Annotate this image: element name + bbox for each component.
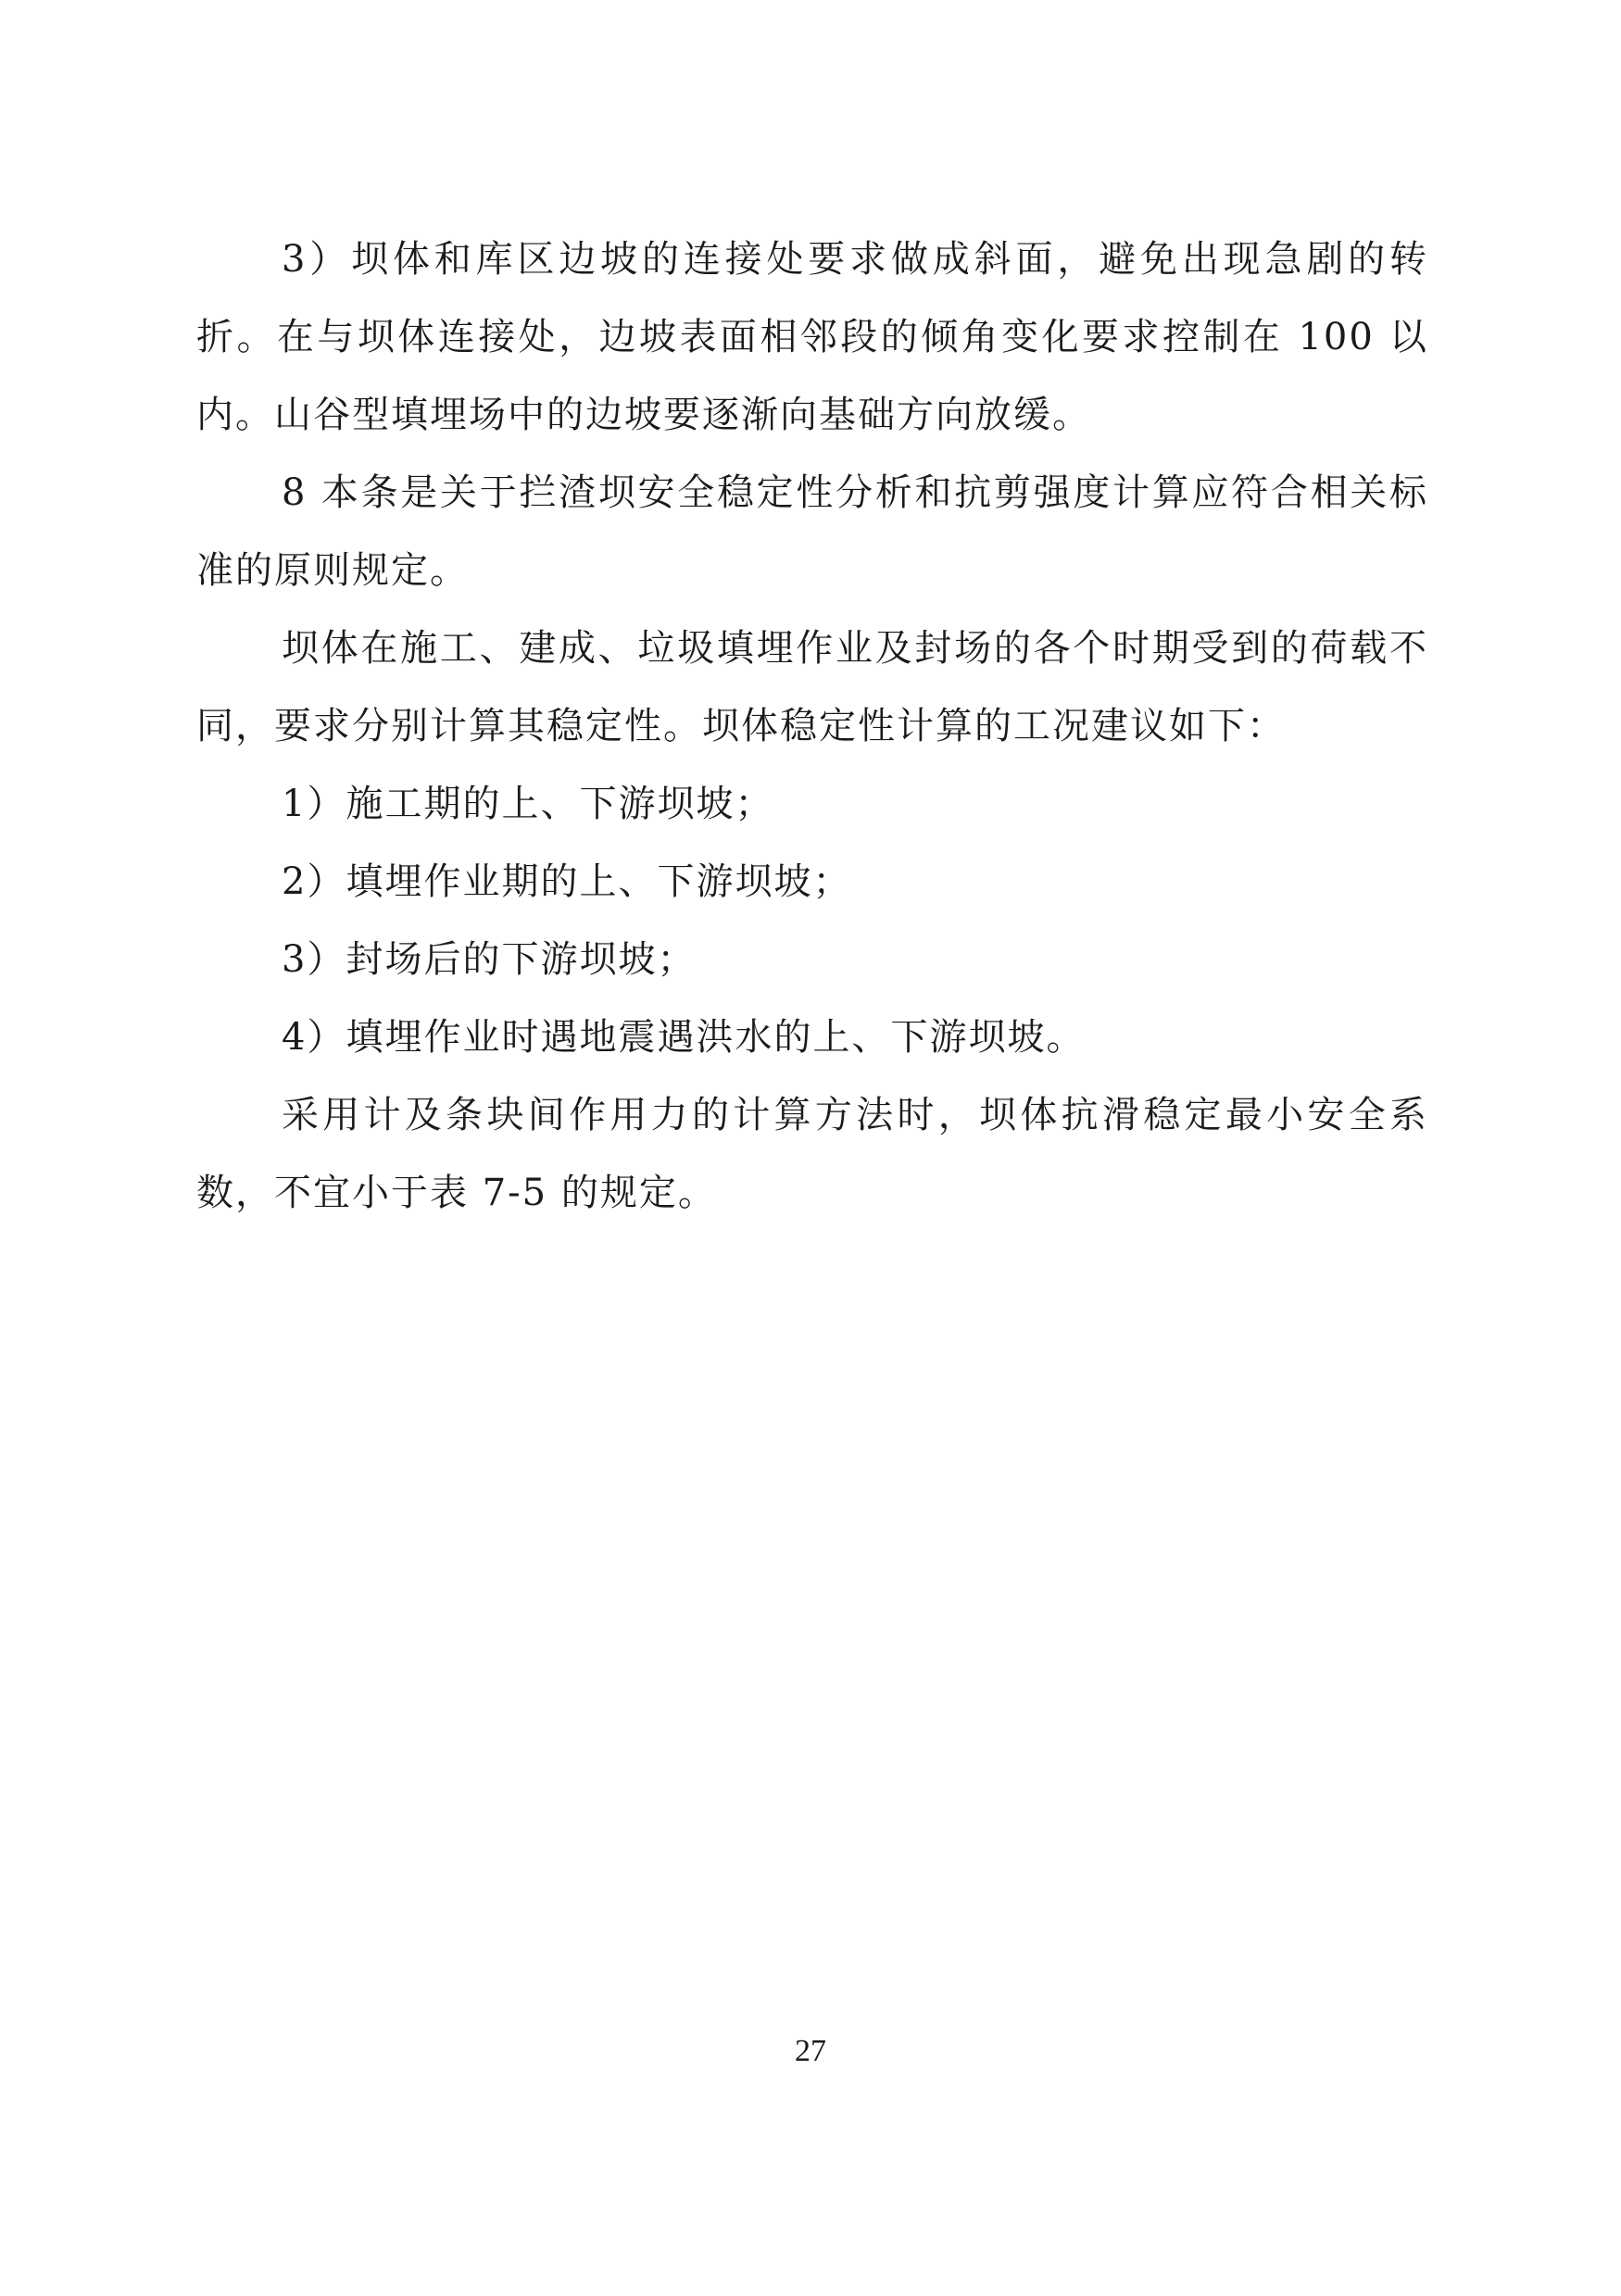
page-number: 27 bbox=[795, 2034, 826, 2068]
list-item-case-1: 1）施工期的上、下游坝坡； bbox=[282, 783, 774, 825]
paragraph-load-conditions: 坝体在施工、建成、垃圾填埋作业及封场的各个时期受到的荷载不同，要求分别计算其稳定性。坝体稳定性计算的工况建议如下： bbox=[196, 627, 1428, 747]
body-text bbox=[196, 220, 1428, 1232]
paragraph-slope-connection: 3）坝体和库区边坡的连接处要求做成斜面，避免出现急剧的转折。在与坝体连接处，边坡表面相邻段的倾角变化要求控制在 100 以内。山谷型填埋场中的边坡要逐渐向基础方向放缓。 bbox=[196, 238, 1428, 436]
paragraph-clause-8: 8 本条是关于拦渣坝安全稳定性分析和抗剪强度计算应符合相关标准的原则规定。 bbox=[196, 471, 1428, 592]
list-item-case-4: 4）填埋作业时遇地震遇洪水的上、下游坝坡。 bbox=[282, 1016, 1086, 1059]
list-item-case-2: 2）填埋作业期的上、下游坝坡； bbox=[282, 860, 852, 903]
paragraph-safety-factor: 采用计及条块间作用力的计算方法时，坝体抗滑稳定最小安全系数，不宜小于表 7-5 的规定。 bbox=[196, 1094, 1428, 1214]
list-item-case-3: 3）封场后的下游坝坡； bbox=[282, 938, 697, 981]
